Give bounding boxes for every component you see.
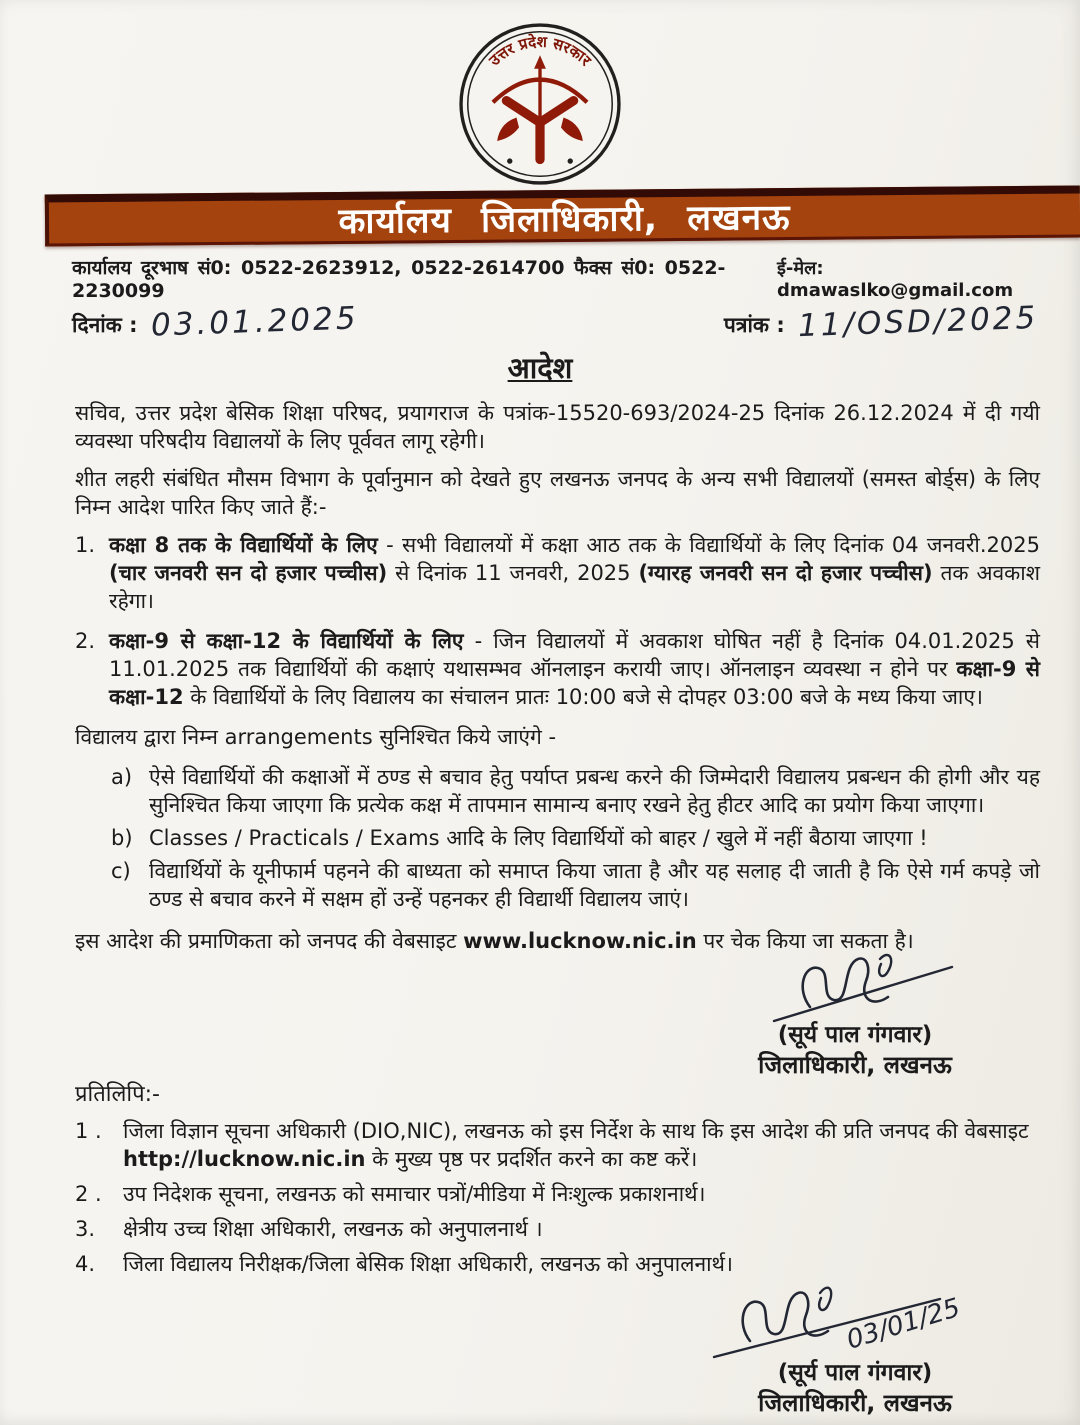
sub-item-a-text: ऐसे विद्यार्थियों की कक्षाओं में ठण्ड से बचाव हेतु पर्याप्त प्रबन्ध करने की जिम्मेदारी विद्यालय प्रबन्धन की होगी और यह सुनिश्चित किया जाएगा कि प्रत्येक कक्ष में तापमान सामान्य बनाए रखने हेतु हीटर आदि का प्रयोग किया जाएगा।	[149, 765, 1040, 817]
sub-item-b-letter: b)	[111, 826, 133, 850]
order-item-1-text: कक्षा 8 तक के विद्यार्थियों के लिए - सभी विद्यालयों में कक्षा आठ तक के विद्यार्थियों के लिए दिनांक 04 जनवरी.2025 (चार जनवरी सन दो हजार पच्चीस) से दिनांक 11 जनवरी, 2025 (ग्यारह जनवरी सन दो हजार पच्चीस) तक अवकाश रहेगा।	[109, 533, 1041, 613]
right-dot-icon	[568, 158, 573, 163]
signature-scribble-icon	[740, 947, 970, 1029]
sub-item-c	[111, 857, 1040, 913]
copy-item-4-number: 4.	[75, 1252, 96, 1276]
signature-block-1	[670, 947, 1040, 1081]
sub-item-a-letter: a)	[111, 765, 133, 789]
sub-item-b-text: Classes / Practicals / Exams आदि के लिए विद्यार्थियों को बाहर / खुले में नहीं बैठाया जाएगा !	[149, 826, 928, 850]
emblem-arc-text: उत्तर प्रदेश सरकार	[485, 32, 595, 70]
copy-item-1-number: 1 .	[75, 1119, 102, 1143]
date-value: 03.01.2025	[150, 300, 359, 344]
right-fish-icon	[561, 117, 583, 141]
order-item-1	[75, 531, 1040, 615]
sub-item-b	[111, 824, 1040, 852]
order-item-2-text: कक्षा-9 से कक्षा-12 के विद्यार्थियों के लिए - जिन विद्यालयों में अवकाश घोषित नहीं है दिनांक 04.01.2025 से 11.01.2025 तक विद्यार्थियों की कक्षाएं यथासम्भव ऑनलाइन करायी जाए। ऑनलाइन व्यवस्था न होने पर कक्षा-9 से कक्षा-12 के विद्यार्थियों के लिए विद्यालय का संचालन प्रातः 10:00 बजे से दोपहर 03:00 बजे के मध्य किया जाए।	[109, 629, 1040, 709]
up-government-emblem	[456, 20, 624, 188]
signature-handwritten-date: 03/01/25	[843, 1292, 964, 1356]
signatory-designation: जिलाधिकारी, लखनऊ	[758, 1051, 952, 1079]
signature-scribble-dated-icon	[690, 1271, 1020, 1367]
date-block	[72, 300, 359, 344]
signature-block-2	[670, 1271, 1040, 1419]
arrangements-line: विद्यालय द्वारा निम्न arrangements सुनिश्चित किये जाएंगे -	[75, 725, 557, 749]
order-item-2-number: 2.	[75, 629, 96, 653]
order-item-2	[75, 627, 1040, 711]
office-email: ई-मेल: dmawaslko@gmail.com	[777, 258, 1014, 301]
sub-item-a	[111, 763, 1040, 819]
up-emblem-seal-icon	[456, 20, 624, 188]
copy-item-3	[75, 1215, 1040, 1243]
signatory-name: (सूर्य पाल गंगवार)	[777, 1022, 933, 1048]
office-banner	[45, 185, 1080, 246]
order-body	[0, 399, 1080, 1419]
meta-row	[0, 299, 1080, 345]
copy-item-4-text: जिला विद्यालय निरीक्षक/जिला बेसिक शिक्षा अधिकारी, लखनऊ को अनुपालनार्थ।	[123, 1252, 733, 1276]
office-banner-title: कार्यालय जिलाधिकारी, लखनऊ	[338, 198, 791, 242]
copy-item-2-text: उप निदेशक सूचना, लखनऊ को समाचार पत्रों/मीडिया में निःशुल्क प्रकाशनार्थ।	[123, 1182, 706, 1206]
sub-item-c-text: विद्यार्थियों के यूनीफार्म पहनने की बाध्यता को समाप्त किया जाता है और यह सलाह दी जाती है कि ऐसे गर्म कपड़े जो ठण्ड से बचाव करने में सक्षम हों उन्हें पहनकर ही विद्यार्थी विद्यालय जाएं।	[149, 859, 1040, 911]
contact-row	[0, 242, 1080, 302]
copy-item-1-text: जिला विज्ञान सूचना अधिकारी (DIO,NIC), लखनऊ को इस निर्देश के साथ कि इस आदेश की प्रति जनपद की वेबसाइट http://lucknow.nic.in के मुख्य पृष्ठ पर प्रदर्शित करने का कष्ट करें।	[123, 1119, 1029, 1171]
order-item-1-number: 1.	[75, 533, 96, 557]
copy-item-2-number: 2 .	[75, 1182, 102, 1206]
ref-block	[723, 299, 1039, 345]
copy-heading: प्रतिलिपि:-	[75, 1082, 160, 1107]
left-dot-icon	[507, 158, 512, 163]
signatory-designation-2: जिलाधिकारी, लखनऊ	[758, 1389, 952, 1417]
copy-item-3-number: 3.	[75, 1217, 96, 1241]
verification-line: इस आदेश की प्रमाणिकता को जनपद की वेबसाइट www.lucknow.nic.in पर चेक किया जा सकता है।	[75, 929, 914, 953]
copy-item-1	[75, 1117, 1040, 1173]
copy-item-2	[75, 1180, 1040, 1208]
ref-value: 11/OSD/2025	[797, 299, 1039, 345]
copy-item-4	[75, 1250, 1040, 1278]
signatory-name-2: (सूर्य पाल गंगवार)	[777, 1360, 933, 1386]
sub-item-c-letter: c)	[111, 859, 131, 883]
ref-label: पत्रांक :	[723, 313, 785, 337]
left-fish-icon	[497, 117, 519, 141]
order-title: आदेश	[507, 351, 573, 385]
arrow-head-icon	[534, 55, 546, 68]
paragraph-context: शीत लहरी संबंधित मौसम विभाग के पूर्वानुमान को देखते हुए लखनऊ जनपद के अन्य सभी विद्यालयों (समस्त बोर्ड्स) के लिए निम्न आदेश पारित किए जाते हैं:-	[75, 467, 1040, 519]
copy-item-3-text: क्षेत्रीय उच्च शिक्षा अधिकारी, लखनऊ को अनुपालनार्थ ।	[123, 1217, 543, 1241]
office-phone-fax: कार्यालय दूरभाष सं0: 0522-2623912, 0522-2614700 फैक्स सं0: 0522-2230099	[72, 257, 726, 302]
paragraph-reference: सचिव, उत्तर प्रदेश बेसिक शिक्षा परिषद, प्रयागराज के पत्रांक-15520-693/2024-25 दिनांक 26.12.2024 में दी गयी व्यवस्था परिषदीय विद्यालयों के लिए पूर्ववत लागू रहेगी।	[75, 401, 1040, 453]
date-label: दिनांक :	[72, 313, 138, 337]
